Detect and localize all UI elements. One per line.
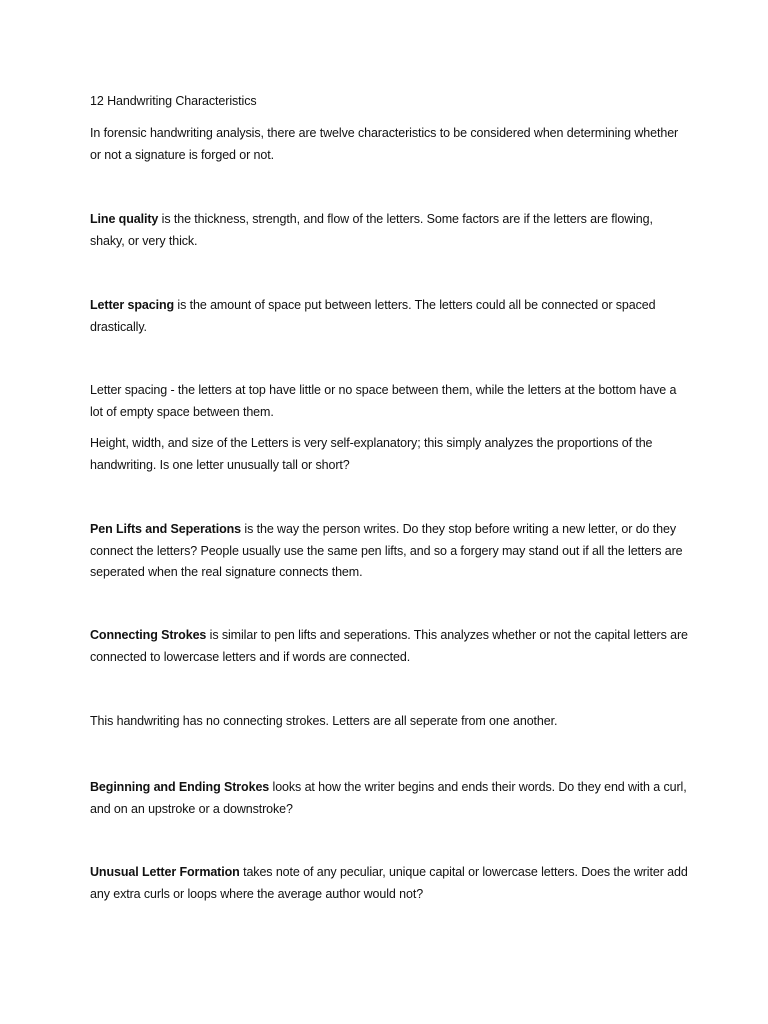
connecting-strokes-paragraph xyxy=(90,625,688,668)
line-quality-paragraph xyxy=(90,209,688,252)
line-quality-text: is the thickness, strength, and flow of the letters. Some factors are if the letters are flowing, shaky, or very thick. xyxy=(90,212,653,248)
unusual-formation-paragraph xyxy=(90,862,688,905)
document-title: 12 Handwriting Characteristics xyxy=(90,94,257,108)
pen-lifts-paragraph xyxy=(90,519,688,584)
letter-spacing-text: is the amount of space put between letters. The letters could all be connected or spaced drastically. xyxy=(90,298,656,334)
height-width-size-paragraph: Height, width, and size of the Letters is very self-explanatory; this simply analyzes the proportions of the handwriting. Is one letter unusually tall or short? xyxy=(90,436,653,472)
letter-spacing-term: Letter spacing xyxy=(90,298,175,312)
beginning-ending-paragraph xyxy=(90,777,688,820)
intro-paragraph: In forensic handwriting analysis, there are twelve characteristics to be considered when determining whether or not a signature is forged or not. xyxy=(90,126,679,162)
pen-lifts-text: is the way the person writes. Do they stop before writing a new letter, or do they connect the letters? People usually use the same pen lifts, and so a forgery may stand out if all the letters are seperated when the real signature connects them. xyxy=(90,522,683,579)
unusual-formation-text: takes note of any peculiar, unique capital or lowercase letters. Does the writer add any extra curls or loops where the average author would not? xyxy=(90,865,688,901)
letter-spacing-paragraph xyxy=(90,295,688,338)
connecting-strokes-term: Connecting Strokes xyxy=(90,628,207,642)
beginning-ending-text: looks at how the writer begins and ends their words. Do they end with a curl, and on an upstroke or a downstroke? xyxy=(90,780,687,816)
line-quality-term: Line quality xyxy=(90,212,159,226)
connecting-strokes-text: is similar to pen lifts and seperations. This analyzes whether or not the capital letters are connected to lowercase letters and if words are connected. xyxy=(90,628,688,664)
unusual-formation-term: Unusual Letter Formation xyxy=(90,865,240,879)
beginning-ending-term: Beginning and Ending Strokes xyxy=(90,780,270,794)
pen-lifts-term: Pen Lifts and Seperations xyxy=(90,522,242,536)
connecting-strokes-example-paragraph: This handwriting has no connecting strokes. Letters are all seperate from one another. xyxy=(90,714,558,728)
letter-spacing-example-paragraph: Letter spacing - the letters at top have little or no space between them, while the letters at the bottom have a lot of empty space between them. xyxy=(90,383,677,419)
